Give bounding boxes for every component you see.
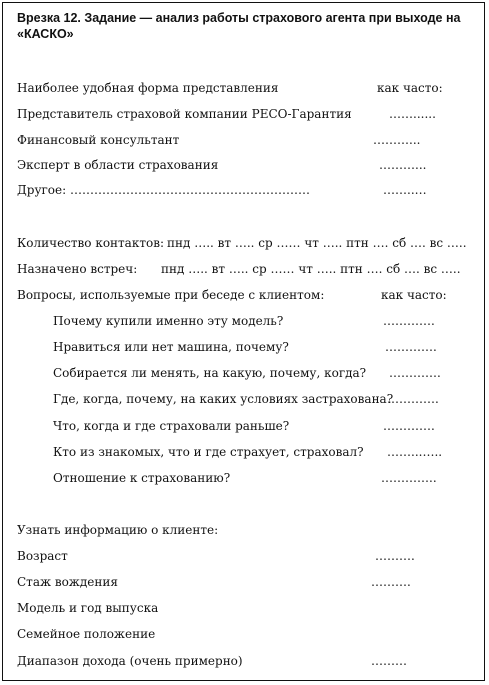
question-item-label: Что, когда и где страховали раньше? [53,419,290,433]
question-item-label: Нравиться или нет машина, почему? [53,340,289,354]
client-item-label: Стаж вождения [17,575,118,589]
form-item-dots: ………... [373,133,421,147]
form-item-label: Эксперт в области страхования [17,158,219,172]
questions-heading: Вопросы, используемые при беседе с клиентом: [17,288,325,302]
forms-heading: Наиболее удобная форма представления [17,81,279,95]
question-item-dots: ……...….. [387,445,443,459]
question-item-dots: …………. [383,314,435,328]
meetings-label: Назначено встреч: [17,262,138,276]
question-item-dots: …………. [383,419,435,433]
client-item-dots: ……… [371,654,407,668]
form-item-label: Представитель страховой компании РЕСО-Гарантия [17,107,352,121]
form-item-label: Финансовый консультант [17,133,180,147]
document-frame [2,2,485,681]
question-item-dots: ………….. [381,471,437,485]
client-item-label: Диапазон дохода (очень примерно) [17,654,243,668]
forms-frequency-heading: как часто: [377,81,443,95]
question-item-label: Собирается ли менять, на какую, почему, когда? [53,366,367,380]
question-item-label: Отношение к страхованию? [53,471,231,485]
contacts-label: Количество контактов: [17,236,164,250]
client-item-dots: ………. [375,549,415,563]
question-item-dots: …………. [389,366,441,380]
question-item-dots: …………. [387,392,439,406]
client-item-dots: ………. [371,575,411,589]
meetings-days: пнд ….. вт ….. ср …… чт ….. птн …. сб …. вс ….. [161,262,461,276]
client-item-label: Возраст [17,549,68,563]
form-item-label: Другое: …………………………………………………… [17,183,310,197]
question-item-label: Почему купили именно эту модель? [53,314,284,328]
contacts-days: пнд ….. вт ….. ср …… чт ….. птн …. сб …. вс ….. [167,236,467,250]
question-item-label: Кто из знакомых, что и где страхует, страховал? [53,445,364,459]
form-item-dots: ……..… [383,183,427,197]
question-item-label: Где, когда, почему, на каких условиях застрахована? [53,392,394,406]
form-item-dots: ……...... [389,107,436,121]
client-item-label: Семейное положение [17,627,156,641]
form-item-dots: ………... [379,158,427,172]
questions-frequency-heading: как часто: [381,288,447,302]
client-heading: Узнать информацию о клиенте: [17,523,219,537]
question-item-dots: …………. [385,340,437,354]
document-title: Врезка 12. Задание — анализ работы страхового агента при выходе на «КАСКО» [17,11,461,41]
client-item-label: Модель и год выпуска [17,601,159,615]
